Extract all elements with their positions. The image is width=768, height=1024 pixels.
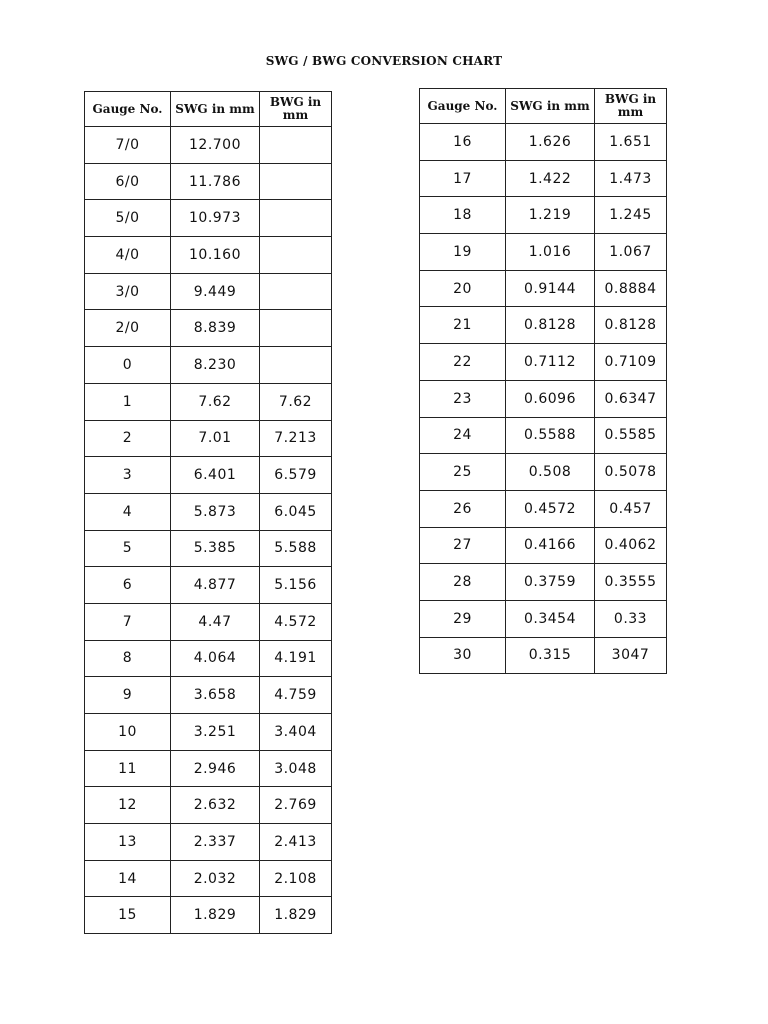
bwg-cell: 3.048 bbox=[260, 750, 332, 787]
gauge-cell: 19 bbox=[420, 234, 506, 271]
bwg-cell: 1.473 bbox=[595, 160, 667, 197]
table-row bbox=[420, 380, 667, 417]
table-header-row bbox=[420, 89, 667, 124]
gauge-cell: 26 bbox=[420, 490, 506, 527]
swg-cell: 7.62 bbox=[171, 383, 260, 420]
gauge-cell: 20 bbox=[420, 270, 506, 307]
gauge-cell: 30 bbox=[420, 637, 506, 674]
gauge-cell: 15 bbox=[85, 897, 171, 934]
gauge-cell: 14 bbox=[85, 860, 171, 897]
swg-cell: 0.315 bbox=[506, 637, 595, 674]
table-row bbox=[85, 310, 332, 347]
gauge-cell: 17 bbox=[420, 160, 506, 197]
swg-column-header: SWG in mm bbox=[171, 92, 260, 127]
gauge-cell: 6 bbox=[85, 567, 171, 604]
table-row bbox=[420, 197, 667, 234]
gauge-cell: 5/0 bbox=[85, 200, 171, 237]
table-row bbox=[85, 457, 332, 494]
gauge-cell: 7/0 bbox=[85, 127, 171, 164]
table-row bbox=[85, 750, 332, 787]
bwg-column-header: BWG in mm bbox=[260, 92, 332, 127]
swg-cell: 3.658 bbox=[171, 677, 260, 714]
bwg-cell: 1.245 bbox=[595, 197, 667, 234]
bwg-cell: 3.404 bbox=[260, 714, 332, 751]
gauge-cell: 5 bbox=[85, 530, 171, 567]
bwg-cell: 7.62 bbox=[260, 383, 332, 420]
table-row bbox=[85, 897, 332, 934]
table-row bbox=[85, 603, 332, 640]
swg-cell: 10.973 bbox=[171, 200, 260, 237]
table-row bbox=[85, 824, 332, 861]
table-row bbox=[420, 490, 667, 527]
table-row bbox=[420, 270, 667, 307]
table-row bbox=[85, 347, 332, 384]
swg-cell: 0.508 bbox=[506, 454, 595, 491]
bwg-cell: 2.413 bbox=[260, 824, 332, 861]
table-row bbox=[420, 564, 667, 601]
gauge-cell: 23 bbox=[420, 380, 506, 417]
gauge-cell: 3 bbox=[85, 457, 171, 494]
bwg-cell bbox=[260, 310, 332, 347]
gauge-cell: 29 bbox=[420, 600, 506, 637]
table-row bbox=[85, 200, 332, 237]
table-row bbox=[420, 454, 667, 491]
swg-cell: 6.401 bbox=[171, 457, 260, 494]
swg-cell: 1.016 bbox=[506, 234, 595, 271]
bwg-cell: 0.5585 bbox=[595, 417, 667, 454]
swg-column-header: SWG in mm bbox=[506, 89, 595, 124]
bwg-cell bbox=[260, 127, 332, 164]
gauge-cell: 9 bbox=[85, 677, 171, 714]
bwg-cell: 0.4062 bbox=[595, 527, 667, 564]
swg-cell: 12.700 bbox=[171, 127, 260, 164]
bwg-cell bbox=[260, 163, 332, 200]
table-row bbox=[420, 344, 667, 381]
swg-cell: 2.946 bbox=[171, 750, 260, 787]
gauge-cell: 1 bbox=[85, 383, 171, 420]
conversion-table-right bbox=[419, 88, 667, 674]
gauge-cell: 10 bbox=[85, 714, 171, 751]
swg-cell: 1.829 bbox=[171, 897, 260, 934]
bwg-cell: 0.6347 bbox=[595, 380, 667, 417]
bwg-cell: 2.108 bbox=[260, 860, 332, 897]
bwg-cell: 0.8128 bbox=[595, 307, 667, 344]
table-row bbox=[85, 383, 332, 420]
bwg-cell: 1.651 bbox=[595, 124, 667, 161]
table-row bbox=[85, 163, 332, 200]
bwg-cell: 0.457 bbox=[595, 490, 667, 527]
table-row bbox=[85, 273, 332, 310]
gauge-cell: 27 bbox=[420, 527, 506, 564]
gauge-cell: 2/0 bbox=[85, 310, 171, 347]
table-row bbox=[85, 787, 332, 824]
bwg-cell bbox=[260, 273, 332, 310]
table-row bbox=[420, 307, 667, 344]
swg-cell: 0.4572 bbox=[506, 490, 595, 527]
gauge-cell: 12 bbox=[85, 787, 171, 824]
page-title: SWG / BWG CONVERSION CHART bbox=[265, 54, 503, 68]
bwg-cell: 0.8884 bbox=[595, 270, 667, 307]
bwg-cell bbox=[260, 347, 332, 384]
gauge-cell: 28 bbox=[420, 564, 506, 601]
table-row bbox=[85, 420, 332, 457]
swg-cell: 4.877 bbox=[171, 567, 260, 604]
gauge-cell: 18 bbox=[420, 197, 506, 234]
bwg-cell: 5.156 bbox=[260, 567, 332, 604]
swg-cell: 1.422 bbox=[506, 160, 595, 197]
bwg-cell: 4.572 bbox=[260, 603, 332, 640]
bwg-cell: 7.213 bbox=[260, 420, 332, 457]
swg-cell: 4.47 bbox=[171, 603, 260, 640]
swg-cell: 11.786 bbox=[171, 163, 260, 200]
gauge-cell: 11 bbox=[85, 750, 171, 787]
swg-cell: 1.626 bbox=[506, 124, 595, 161]
swg-cell: 0.7112 bbox=[506, 344, 595, 381]
table-row bbox=[85, 860, 332, 897]
swg-cell: 9.449 bbox=[171, 273, 260, 310]
bwg-cell: 6.045 bbox=[260, 493, 332, 530]
gauge-cell: 4 bbox=[85, 493, 171, 530]
swg-cell: 0.4166 bbox=[506, 527, 595, 564]
table-header-row bbox=[85, 92, 332, 127]
gauge-cell: 8 bbox=[85, 640, 171, 677]
table-row bbox=[85, 493, 332, 530]
gauge-cell: 7 bbox=[85, 603, 171, 640]
swg-cell: 8.839 bbox=[171, 310, 260, 347]
bwg-cell: 2.769 bbox=[260, 787, 332, 824]
bwg-cell: 3047 bbox=[595, 637, 667, 674]
bwg-cell: 5.588 bbox=[260, 530, 332, 567]
bwg-cell: 4.191 bbox=[260, 640, 332, 677]
swg-cell: 3.251 bbox=[171, 714, 260, 751]
gauge-cell: 6/0 bbox=[85, 163, 171, 200]
gauge-cell: 3/0 bbox=[85, 273, 171, 310]
swg-cell: 5.873 bbox=[171, 493, 260, 530]
swg-cell: 2.337 bbox=[171, 824, 260, 861]
swg-cell: 1.219 bbox=[506, 197, 595, 234]
table-row bbox=[420, 234, 667, 271]
table-row bbox=[420, 124, 667, 161]
table-row bbox=[420, 527, 667, 564]
swg-cell: 0.6096 bbox=[506, 380, 595, 417]
gauge-cell: 4/0 bbox=[85, 237, 171, 274]
gauge-cell: 25 bbox=[420, 454, 506, 491]
swg-cell: 0.9144 bbox=[506, 270, 595, 307]
bwg-column-header: BWG in mm bbox=[595, 89, 667, 124]
swg-cell: 4.064 bbox=[171, 640, 260, 677]
table-row bbox=[85, 677, 332, 714]
gauge-cell: 21 bbox=[420, 307, 506, 344]
table-row bbox=[85, 640, 332, 677]
bwg-cell: 1.067 bbox=[595, 234, 667, 271]
gauge-cell: 0 bbox=[85, 347, 171, 384]
table-row bbox=[420, 600, 667, 637]
swg-cell: 2.032 bbox=[171, 860, 260, 897]
swg-cell: 7.01 bbox=[171, 420, 260, 457]
bwg-cell: 0.7109 bbox=[595, 344, 667, 381]
swg-cell: 10.160 bbox=[171, 237, 260, 274]
swg-cell: 0.8128 bbox=[506, 307, 595, 344]
swg-cell: 5.385 bbox=[171, 530, 260, 567]
swg-cell: 0.5588 bbox=[506, 417, 595, 454]
bwg-cell: 0.33 bbox=[595, 600, 667, 637]
gauge-column-header: Gauge No. bbox=[420, 89, 506, 124]
swg-cell: 0.3454 bbox=[506, 600, 595, 637]
table-row bbox=[85, 127, 332, 164]
bwg-cell: 4.759 bbox=[260, 677, 332, 714]
table-row bbox=[420, 160, 667, 197]
table-row bbox=[85, 567, 332, 604]
gauge-column-header: Gauge No. bbox=[85, 92, 171, 127]
gauge-cell: 24 bbox=[420, 417, 506, 454]
gauge-cell: 2 bbox=[85, 420, 171, 457]
swg-cell: 0.3759 bbox=[506, 564, 595, 601]
bwg-cell: 0.3555 bbox=[595, 564, 667, 601]
swg-cell: 2.632 bbox=[171, 787, 260, 824]
bwg-cell: 6.579 bbox=[260, 457, 332, 494]
table-row bbox=[85, 714, 332, 751]
bwg-cell: 0.5078 bbox=[595, 454, 667, 491]
table-row bbox=[85, 530, 332, 567]
bwg-cell bbox=[260, 200, 332, 237]
gauge-cell: 16 bbox=[420, 124, 506, 161]
table-row bbox=[85, 237, 332, 274]
gauge-cell: 22 bbox=[420, 344, 506, 381]
conversion-table-left bbox=[84, 91, 332, 934]
table-row bbox=[420, 417, 667, 454]
gauge-cell: 13 bbox=[85, 824, 171, 861]
bwg-cell bbox=[260, 237, 332, 274]
table-row bbox=[420, 637, 667, 674]
swg-cell: 8.230 bbox=[171, 347, 260, 384]
bwg-cell: 1.829 bbox=[260, 897, 332, 934]
